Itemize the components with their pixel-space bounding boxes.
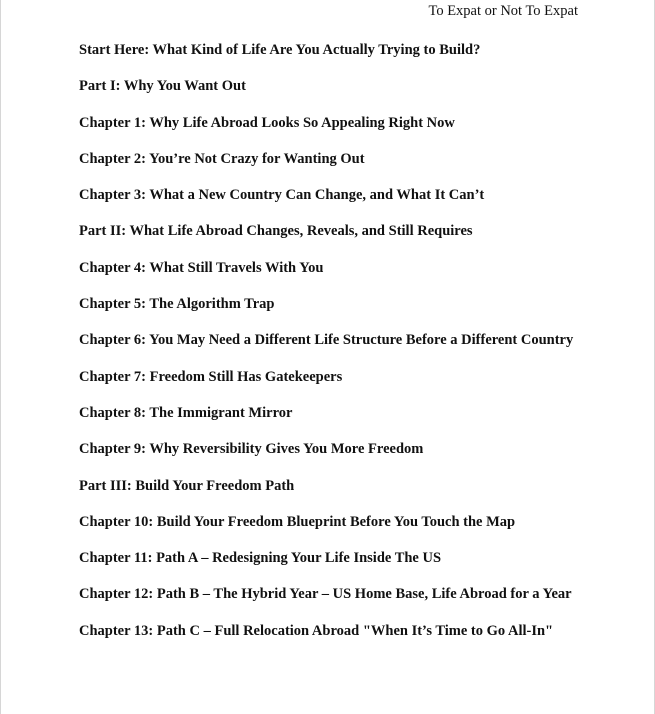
toc-entry: Part III: Build Your Freedom Path — [79, 477, 295, 494]
toc-entry: Chapter 1: Why Life Abroad Looks So Appealing Right Now — [79, 114, 455, 131]
toc-entry: Chapter 8: The Immigrant Mirror — [79, 404, 293, 421]
toc-entry: Start Here: What Kind of Life Are You Actually Trying to Build? — [79, 42, 481, 58]
toc-entry: Chapter 10: Build Your Freedom Blueprint Before You Touch the Map — [79, 513, 516, 530]
toc-entry: Part II: What Life Abroad Changes, Reveals, and Still Requires — [79, 223, 473, 240]
toc-entry: Chapter 12: Path B – The Hybrid Year – US Home Base, Life Abroad for a Year — [79, 586, 572, 603]
toc-entry: Chapter 4: What Still Travels With You — [79, 259, 324, 276]
running-header: To Expat or Not To Expat — [428, 3, 578, 19]
toc-entry: Chapter 2: You’re Not Crazy for Wanting Out — [79, 150, 365, 167]
toc-entry: Chapter 13: Path C – Full Relocation Abroad "When It’s Time to Go All-In" — [79, 622, 554, 639]
toc-entry: Chapter 9: Why Reversibility Gives You More Freedom — [79, 441, 424, 458]
toc-entry: Chapter 11: Path A – Redesigning Your Life Inside The US — [79, 550, 442, 567]
toc-entry: Chapter 7: Freedom Still Has Gatekeepers — [79, 368, 343, 385]
table-of-contents — [79, 36, 584, 653]
toc-entry: Part I: Why You Want Out — [79, 78, 246, 95]
toc-entry: Chapter 3: What a New Country Can Change, and What It Can’t — [79, 187, 485, 204]
toc-entry: Chapter 6: You May Need a Different Life Structure Before a Different Country — [79, 332, 574, 349]
toc-entry: Chapter 5: The Algorithm Trap — [79, 296, 275, 313]
